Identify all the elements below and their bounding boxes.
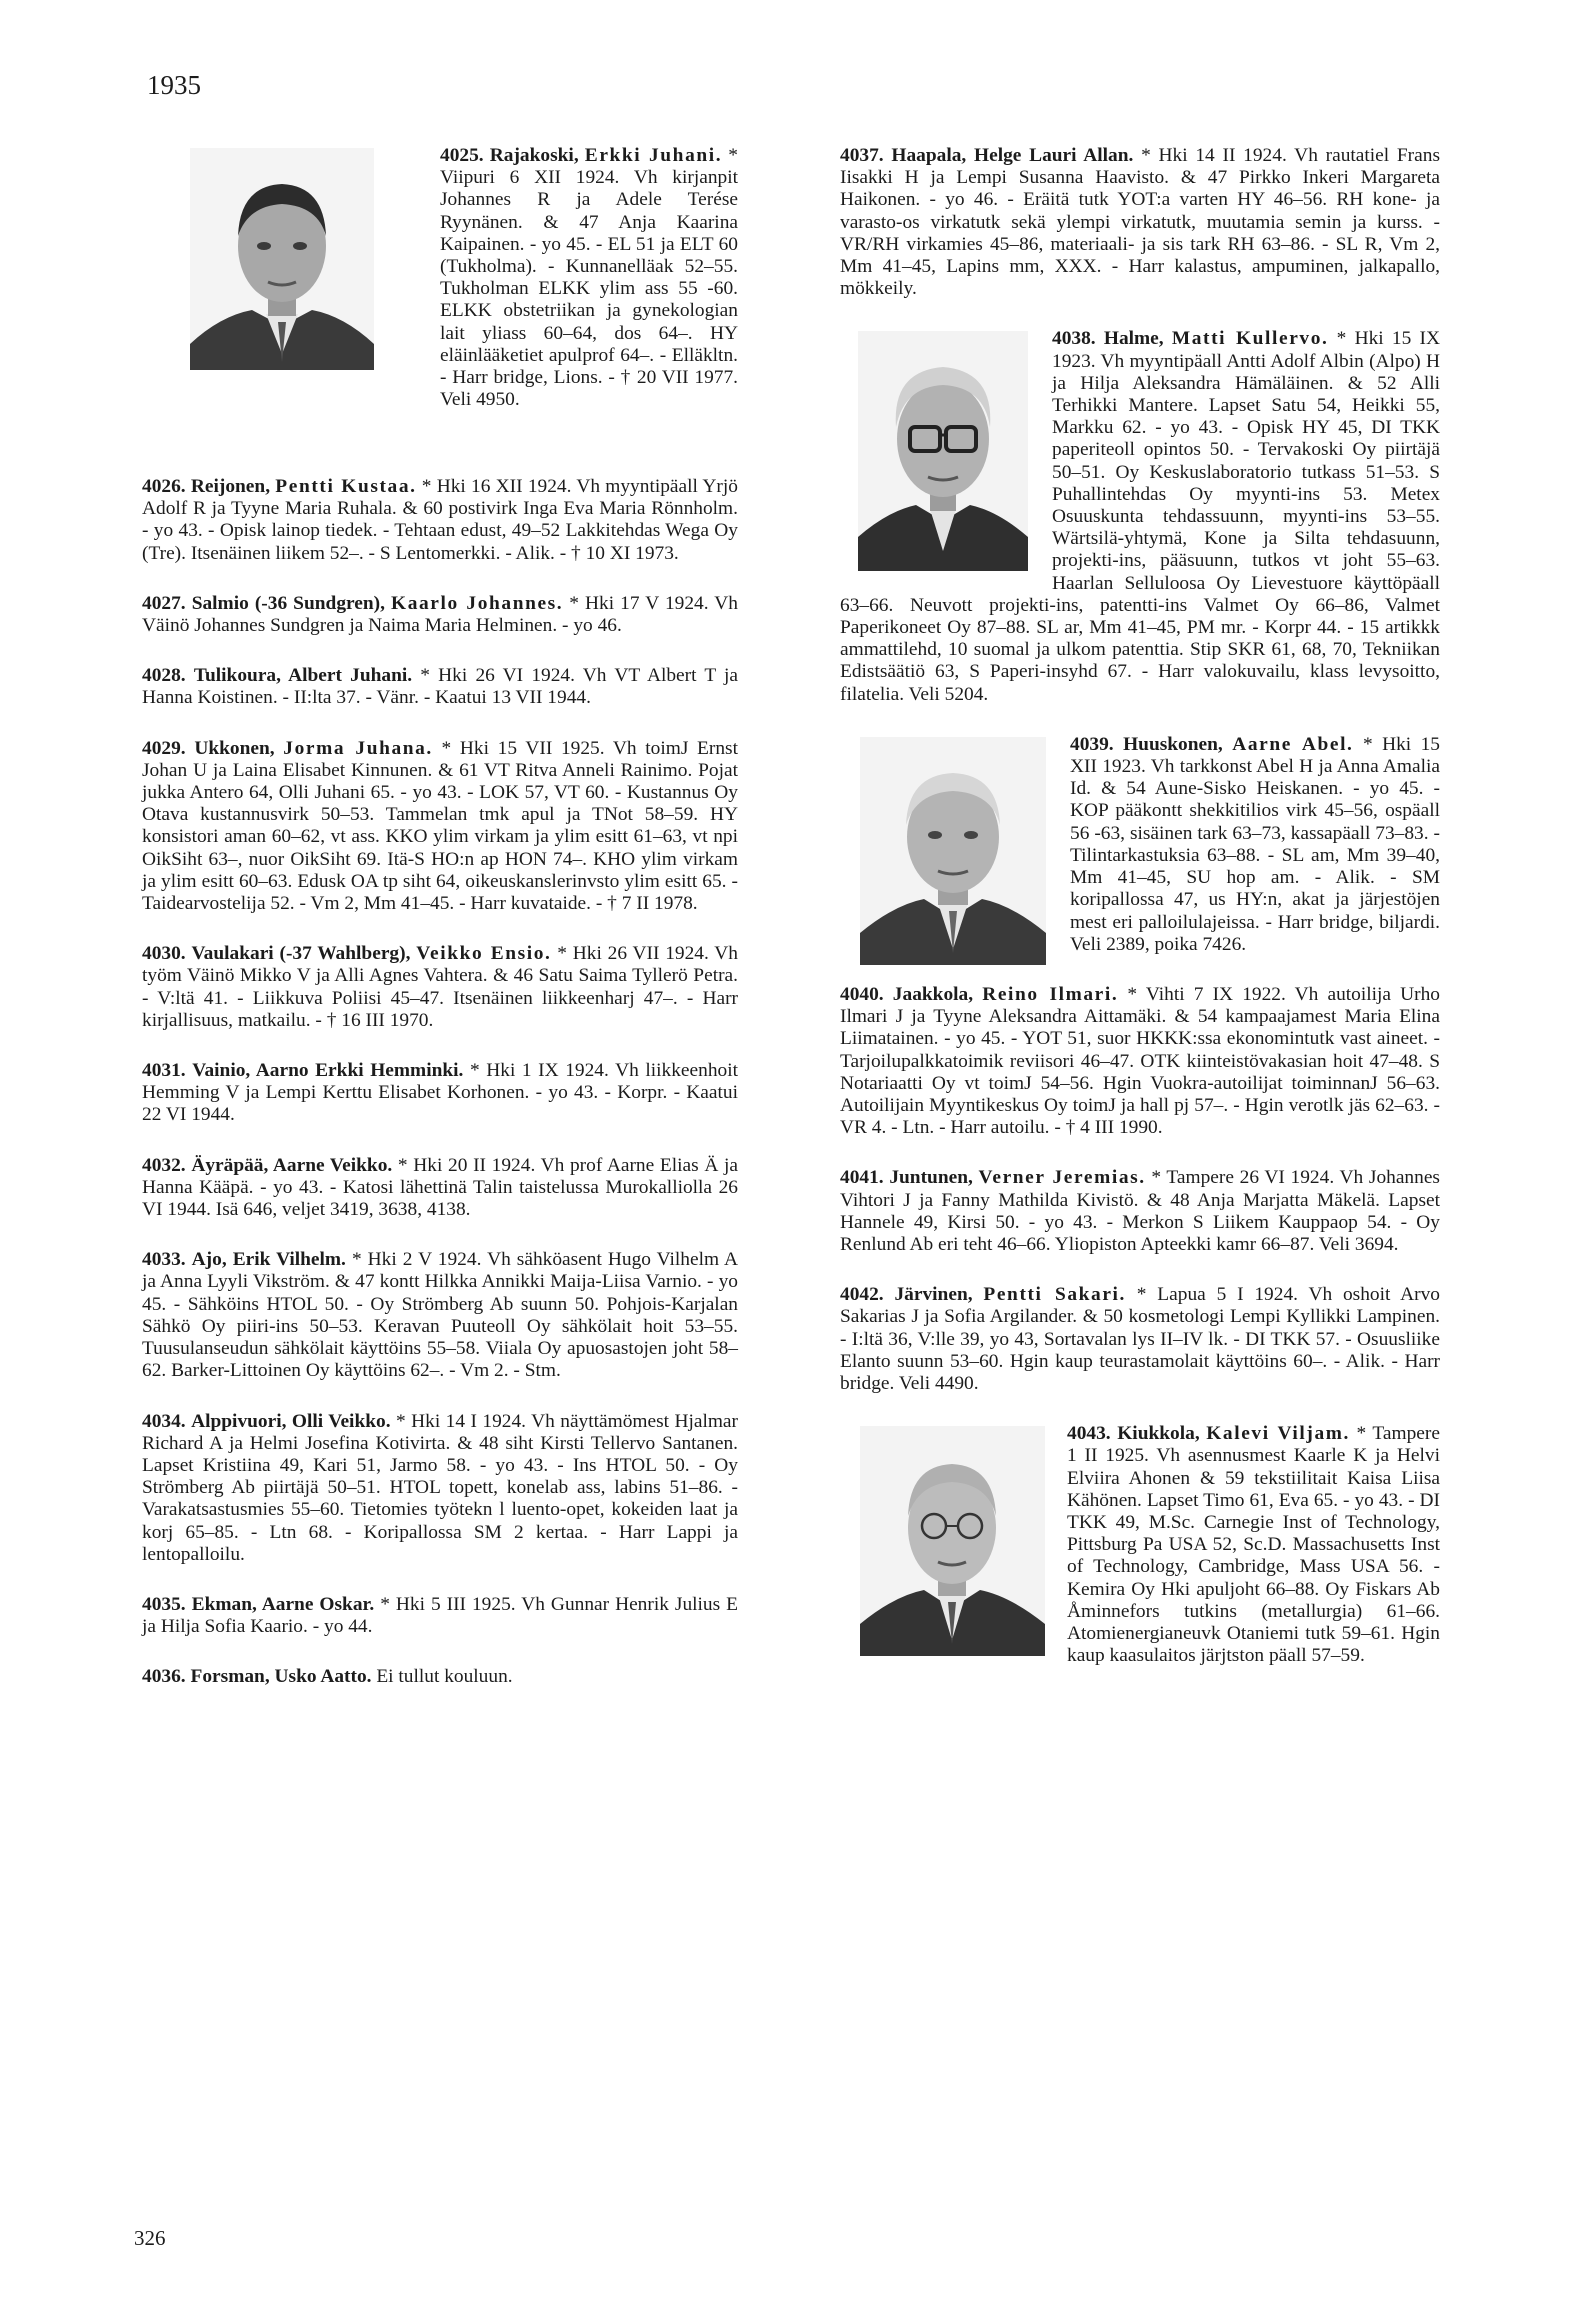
entry-surname: Huuskonen, [1123, 733, 1223, 755]
entry-given-names: Veikko Ensio. [416, 943, 552, 965]
entry-4026 [142, 476, 738, 565]
portrait-photo-4043 [860, 1426, 1045, 1656]
entry-4025 [142, 145, 738, 411]
entry-4035 [142, 1594, 738, 1638]
entry-name: Vainio, Aarno Erkki Hemminki. [192, 1060, 464, 1082]
entry-given-names: Erkki Juhani. [584, 145, 723, 166]
entry-4030 [142, 943, 738, 1032]
entry-text: * Hki 15 IX 1923. Vh myyntipäall Antti Adolf Albin (Alpo) H ja Hilja Aleksandra Hämäläinen. & 52 Alli Terhikki Mantere. Lapset Satu 54, Heikki 55, Markku 62. - yo 43. - Opisk HY 45, DI TKK paperiteoll opintos 50. - Tervakoski Oy piirtäjä 50–51. Oy Keskuslaboratorio tutkass 51–53. S Puhallintehdas Oy myynti-ins 53. Metex Osuuskunta tehdassuunn, myynti-ins 53–55. Wärtsilä-yhtymä, Kone ja Silta tehdasuunn, projekti-ins, pääsuunn, tutkos vt joht 55–63. Haarlan Selluloosa Oy Lievestuore käyttöpäall 63–66. Neuvott projekti-ins, patentti-ins Valmet Oy 66–86, Valmet Paperikoneet Oy 87–88. SL ar, Mm 41–45, PM mr. - Korpr 44. - 15 artikkk ammattilehd, 10 suomal ja ulkom patenttia. Stip SKR 61, 68, 70, Tekniikan Edistsäätiö 63, S Paperi-insyhd 67. - Harr valokuvailu, klass levysoitto, filatelia. Veli 5204. [840, 328, 1440, 705]
entry-text: * Hki 1 IX 1924. Vh liikkeenhoit Hemming V ja Lempi Kerttu Elisabet Korhonen. - yo 43. - Korpr. - Kaatui 22 VI 1944. [142, 1060, 738, 1126]
entry-4029 [142, 738, 738, 916]
portrait-photo-4038 [858, 331, 1028, 571]
entry-number: 4036. [142, 1666, 186, 1688]
entry-4037 [840, 145, 1440, 300]
left-column [142, 145, 738, 1717]
entry-text: * Hki 15 VII 1925. Vh toimJ Ernst Johan U ja Laina Elisabet Kinnunen. & 61 VT Ritva Anneli Rainimo. Pojat jukka Antero 64, Olli Juhani 65. - yo 43. - LOK 57, VT 60. - Kustannus Oy Otava kustannusvirk 50–53. Tammelan tmk apul ja TNot 58–59. HY konsistori aman 60–62, vt ass. KKO ylim virkam ja ylim esitt 61–63, vt npi OikSiht 63–, nuor OikSiht 69. Itä-S HO:n ap HON 74–. KHO ylim virkam ja ylim esitt 60–63. Edusk OA tp siht 64, oikeuskanslerinvsto ylim esitt 65. - Taidearvostelija 52. - Vm 2, Mm 41–45. - Harr kuvataide. - † 7 II 1978. [142, 737, 738, 915]
entry-number: 4041. [840, 1167, 884, 1189]
entry-4034 [142, 1411, 738, 1566]
entry-given-names: Reino Ilmari. [982, 983, 1119, 1005]
entry-number: 4029. [142, 737, 186, 759]
page-number: 326 [134, 2226, 166, 2250]
entry-number: 4030. [142, 943, 186, 965]
entry-number: 4028. [142, 665, 186, 687]
entry-given-names: Pentti Kustaa. [275, 476, 417, 497]
portrait-kiukkola-icon [860, 1426, 1045, 1656]
entry-text: * Hki 5 III 1925. Vh Gunnar Henrik Julius E ja Hilja Sofia Kaario. - yo 44. [142, 1593, 738, 1638]
entry-number: 4032. [142, 1154, 186, 1176]
entry-text: Ei tullut kouluun. [371, 1666, 513, 1688]
entry-text: * Viipuri 6 XII 1924. Vh kirjanpit Johannes R ja Adele Terése Ryynänen. & 47 Anja Kaarina Kaipainen. - yo 45. - EL 51 ja ELT 60 (Tukholma). - Kunnanelläak 52–55. Tukholman ELKK ylim ass 55 -60. ELKK obstetriikan ja gynekologian lait yliass 60–64, dos 64–. HY eläinlääketiet apulprof 64–. - Elläkltn. - Harr bridge, Lions. - † 20 VII 1977. Veli 4950. [440, 145, 738, 411]
entry-given-names: Pentti Sakari. [983, 1284, 1126, 1306]
entry-number: 4042. [840, 1284, 884, 1306]
right-column [840, 145, 1440, 1695]
entry-text: * Hki 14 II 1924. Vh rautatiel Frans Iisakki H ja Lempi Susanna Haavisto. & 47 Pirkko Inkeri Margareta Haikonen. - yo 46. - Eräitä tutk YOT:a varten HY 46–56. RH kone- ja varasto-os virkatutk sekä ylempi virkatutk, muutamia semin ja kurss. - VR/RH virkamies 45–86, materiaali- ja sis tark RH 63–86. - SL R, Vm 2, Mm 41–45, Lapins mm, XXX. - Harr kalastus, ampuminen, jalkapallo, mökkeily. [840, 145, 1440, 300]
portrait-photo-4039 [860, 737, 1046, 965]
entry-text: * Vihti 7 IX 1922. Vh autoilija Urho Ilmari J ja Tyyne Aleksandra Aittamäki. & 54 kampaajamest Maria Elina Liimatainen. - yo 45. - YOT 51, suor HKKK:ssa ekonomintutk vast aineet. - Tarjoilupalkkatoimik reviisori 46–47. OTK kiinteistövakasian hoit 47–48. S Notariaatti Oy vt toimJ 54–56. Hgin Vuokra-autoilijat toiminnanJ 56–63. Autoilijain Myyntikeskus Oy toimJ ja hall pj 57–. - Hgin verotlk jäs 62–63. - VR 4. - Ltn. - Harr autoilu. - † 4 III 1990. [840, 983, 1440, 1139]
portrait-halme-icon [858, 331, 1028, 571]
entry-given-names: Kalevi Viljam. [1206, 1423, 1350, 1445]
entry-4043 [840, 1423, 1440, 1667]
entry-text: * Hki 26 VI 1924. Vh VT Albert T ja Hanna Koistinen. - II:lta 37. - Vänr. - Kaatui 13 VII 1944. [142, 665, 738, 709]
entry-surname: Juntunen, [889, 1167, 973, 1189]
entry-number: 4031. [142, 1060, 186, 1082]
entry-text: * Hki 26 VII 1924. Vh työm Väinö Mikko V ja Alli Agnes Vahtera. & 46 Satu Saima Tyllerö Petra. - V:ltä 41. - Liikkuva Poliisi 45–47. Itsenäinen liikkeenharj 47–. - Harr kirjallisuus, matkailu. - † 16 III 1970. [142, 943, 738, 1031]
entry-number: 4025. [440, 145, 484, 166]
entry-text: * Hki 20 II 1924. Vh prof Aarne Elias Ä ja Hanna Kääpä. - yo 43. - Katosi lähettinä Talin taistelussa Murokalliolla 26 VI 1944. Isä 646, veljet 3419, 3638, 4138. [142, 1154, 738, 1221]
entry-surname: Kiukkola, [1117, 1423, 1200, 1445]
entry-number: 4026. [142, 476, 186, 497]
entry-given-names: Aarne Abel. [1232, 733, 1354, 755]
entry-given-names: Verner Jeremias. [978, 1167, 1146, 1189]
entry-name: Forsman, Usko Aatto. [190, 1666, 372, 1688]
entry-surname: Reijonen, [190, 476, 271, 497]
entry-number: 4027. [142, 592, 186, 614]
entry-text: * Lapua 5 I 1924. Vh oshoit Arvo Sakarias J ja Sofia Argilander. & 50 kosmetologi Lempi Kyllikki Lampinen. - I:ltä 36, V:lle 39, yo 43, Sortavalan lys II–IV lk. - DI TKK 57. - Osuusliike Elanto suunn 53–60. Hgin kaup teurastamolait käyttöins 60–. - Alik. - Harr bridge. Veli 4490. [840, 1284, 1440, 1394]
entry-name: Ekman, Aarne Oskar. [191, 1593, 375, 1615]
entry-text: * Hki 15 XII 1923. Vh tarkkonst Abel H ja Anna Amalia Id. & 54 Aune-Sisko Heiskanen. - yo 45. - KOP pääkontt shekkitilios virk 45–56, ospäall 56 -63, sisäinen tark 63–73, kassapäall 73–83. - Tilintarkastuksia 63–88. - SL am, Mm 39–40, Mm 41–45, SU hop am. - Alik. - SM koripallossa 47, us HY:n, akat ja järjestöjen mest eri palloilulajeissa. - Harr bridge, biljardi. Veli 2389, poika 7426. [1070, 733, 1440, 955]
entry-surname: Halme, [1103, 328, 1164, 350]
entry-4036 [142, 1666, 738, 1688]
entry-4031 [142, 1060, 738, 1127]
portrait-rajakoski-icon [190, 148, 374, 370]
entry-4028 [142, 665, 738, 709]
entry-4038 [840, 328, 1440, 705]
entry-given-names: Jorma Juhana. [283, 737, 433, 759]
entry-surname: Ukkonen, [194, 737, 275, 759]
entry-name: Haapala, Helge Lauri Allan. [891, 145, 1134, 166]
entry-4039 [840, 734, 1440, 956]
entry-4032 [142, 1155, 738, 1222]
entry-given-names: Kaarlo Johannes. [391, 592, 564, 614]
entry-name: Äyräpää, Aarne Veikko. [191, 1154, 393, 1176]
entry-number: 4040. [840, 983, 884, 1005]
entry-4027 [142, 593, 738, 637]
entry-surname: Salmio (-36 Sundgren), [191, 592, 385, 614]
entry-name: Alppivuori, Olli Veikko. [191, 1410, 391, 1432]
entry-text: * Hki 14 I 1924. Vh näyttämömest Hjalmar Richard A ja Helmi Josefina Kotivirta. & 48 siht Kirsti Tellervo Santanen. Lapset Kristiina 49, Kari 51, Jarmo 58. - yo 43. - Ins HTOL 50. - Oy Strömberg Ab piirtäjä 50–51. HTOL topett, konelab ass, labins 51–86. - Varakatsastusmies 55–60. Tietomies työtekn l luento-opet, kokeiden laat ja korj 65–85. - Ltn 68. - Koripallossa SM 2 kertaa. - Harr Lappi ja lentopalloilu. [142, 1410, 738, 1565]
entry-name: Tulikoura, Albert Juhani. [193, 665, 413, 687]
entry-surname: Järvinen, [894, 1284, 973, 1306]
entry-surname: Vaulakari (-37 Wahlberg), [191, 943, 411, 965]
entry-4033 [142, 1249, 738, 1382]
entry-number: 4037. [840, 145, 884, 166]
entry-number: 4035. [142, 1593, 186, 1615]
entry-4040 [840, 984, 1440, 1139]
entry-name: Ajo, Erik Vilhelm. [191, 1249, 346, 1271]
entry-4042 [840, 1284, 1440, 1395]
portrait-photo-4025 [190, 148, 420, 438]
entry-number: 4039. [1070, 733, 1114, 755]
portrait-huuskonen-icon [860, 737, 1046, 965]
entry-number: 4043. [1067, 1423, 1111, 1445]
entry-surname: Rajakoski, [489, 145, 579, 166]
entry-text: * Hki 16 XII 1924. Vh myyntipäall Yrjö Adolf R ja Tyyne Maria Ruhala. & 60 postivirk Inga Eva Maria Rönnholm. - yo 43. - Opisk lainop tiedek. - Tehtaan edust, 49–52 Lakkitehdas Wega Oy (Tre). Itsenäinen liikem 52–. - S Lentomerkki. - Alik. - † 10 XI 1973. [142, 476, 738, 564]
page-year-header: 1935 [147, 70, 201, 100]
entry-4041 [840, 1167, 1440, 1256]
entry-given-names: Matti Kullervo. [1171, 328, 1329, 350]
entry-text: * Tampere 26 VI 1924. Vh Johannes Vihtori J ja Fanny Mathilda Kivistö. & 48 Anja Marjatta Mäkelä. Lapset Hannele 49, Kirsi 50. - yo 43. - Merkon S Liikem Kauppaop 54. - Oy Renlund Ab eri teht 46–66. Yliopiston Apteekki kamr 66–87. Veli 3694. [840, 1167, 1440, 1255]
entry-text: * Hki 17 V 1924. Vh Väinö Johannes Sundgren ja Naima Maria Helminen. - yo 46. [142, 592, 738, 637]
entry-number: 4038. [1052, 328, 1096, 350]
entry-surname: Jaakkola, [892, 983, 974, 1005]
entry-text: * Hki 2 V 1924. Vh sähköasent Hugo Vilhelm A ja Anna Lyyli Vikström. & 47 kontt Hilkka Annikki Maija-Liisa Varnio. - yo 45. - Sähköins HTOL 50. - Oy Strömberg Ab suunn 50. Pohjois-Karjalan Sähkö Oy piiri-ins 50–53. Keravan Puuteoll Oy sähkölait hoit 53–55. Tuusulanseudun sähkölait käyttöins 55–58. Viiala Oy apuosastojen joht 58–62. Barker-Littoinen Oy käyttöins 62–. - Vm 2. - Stm. [142, 1249, 738, 1382]
entry-number: 4033. [142, 1249, 186, 1271]
entry-number: 4034. [142, 1410, 186, 1432]
entry-text: * Tampere 1 II 1925. Vh asennusmest Kaarle K ja Helvi Elviira Ahonen & 59 tekstiilitait Kaisa Liisa Kähönen. Lapset Timo 61, Eva 65. - yo 43. - DI TKK 49, M.Sc. Carnegie Inst of Technology, Pittsburg Pa USA 52, Sc.D. Massachusetts Inst of Technology, Cambridge, Mass USA 56. - Kemira Oy Hki apuljoht 66–88. Oy Fiskars Ab Åminnefors tutkins (metallurgia) 61–66. Atomienergianeuvk Otaniemi tutk 59–61. Hgin kaup kaasulaitos järjtston päall 57–59. [1067, 1423, 1440, 1667]
